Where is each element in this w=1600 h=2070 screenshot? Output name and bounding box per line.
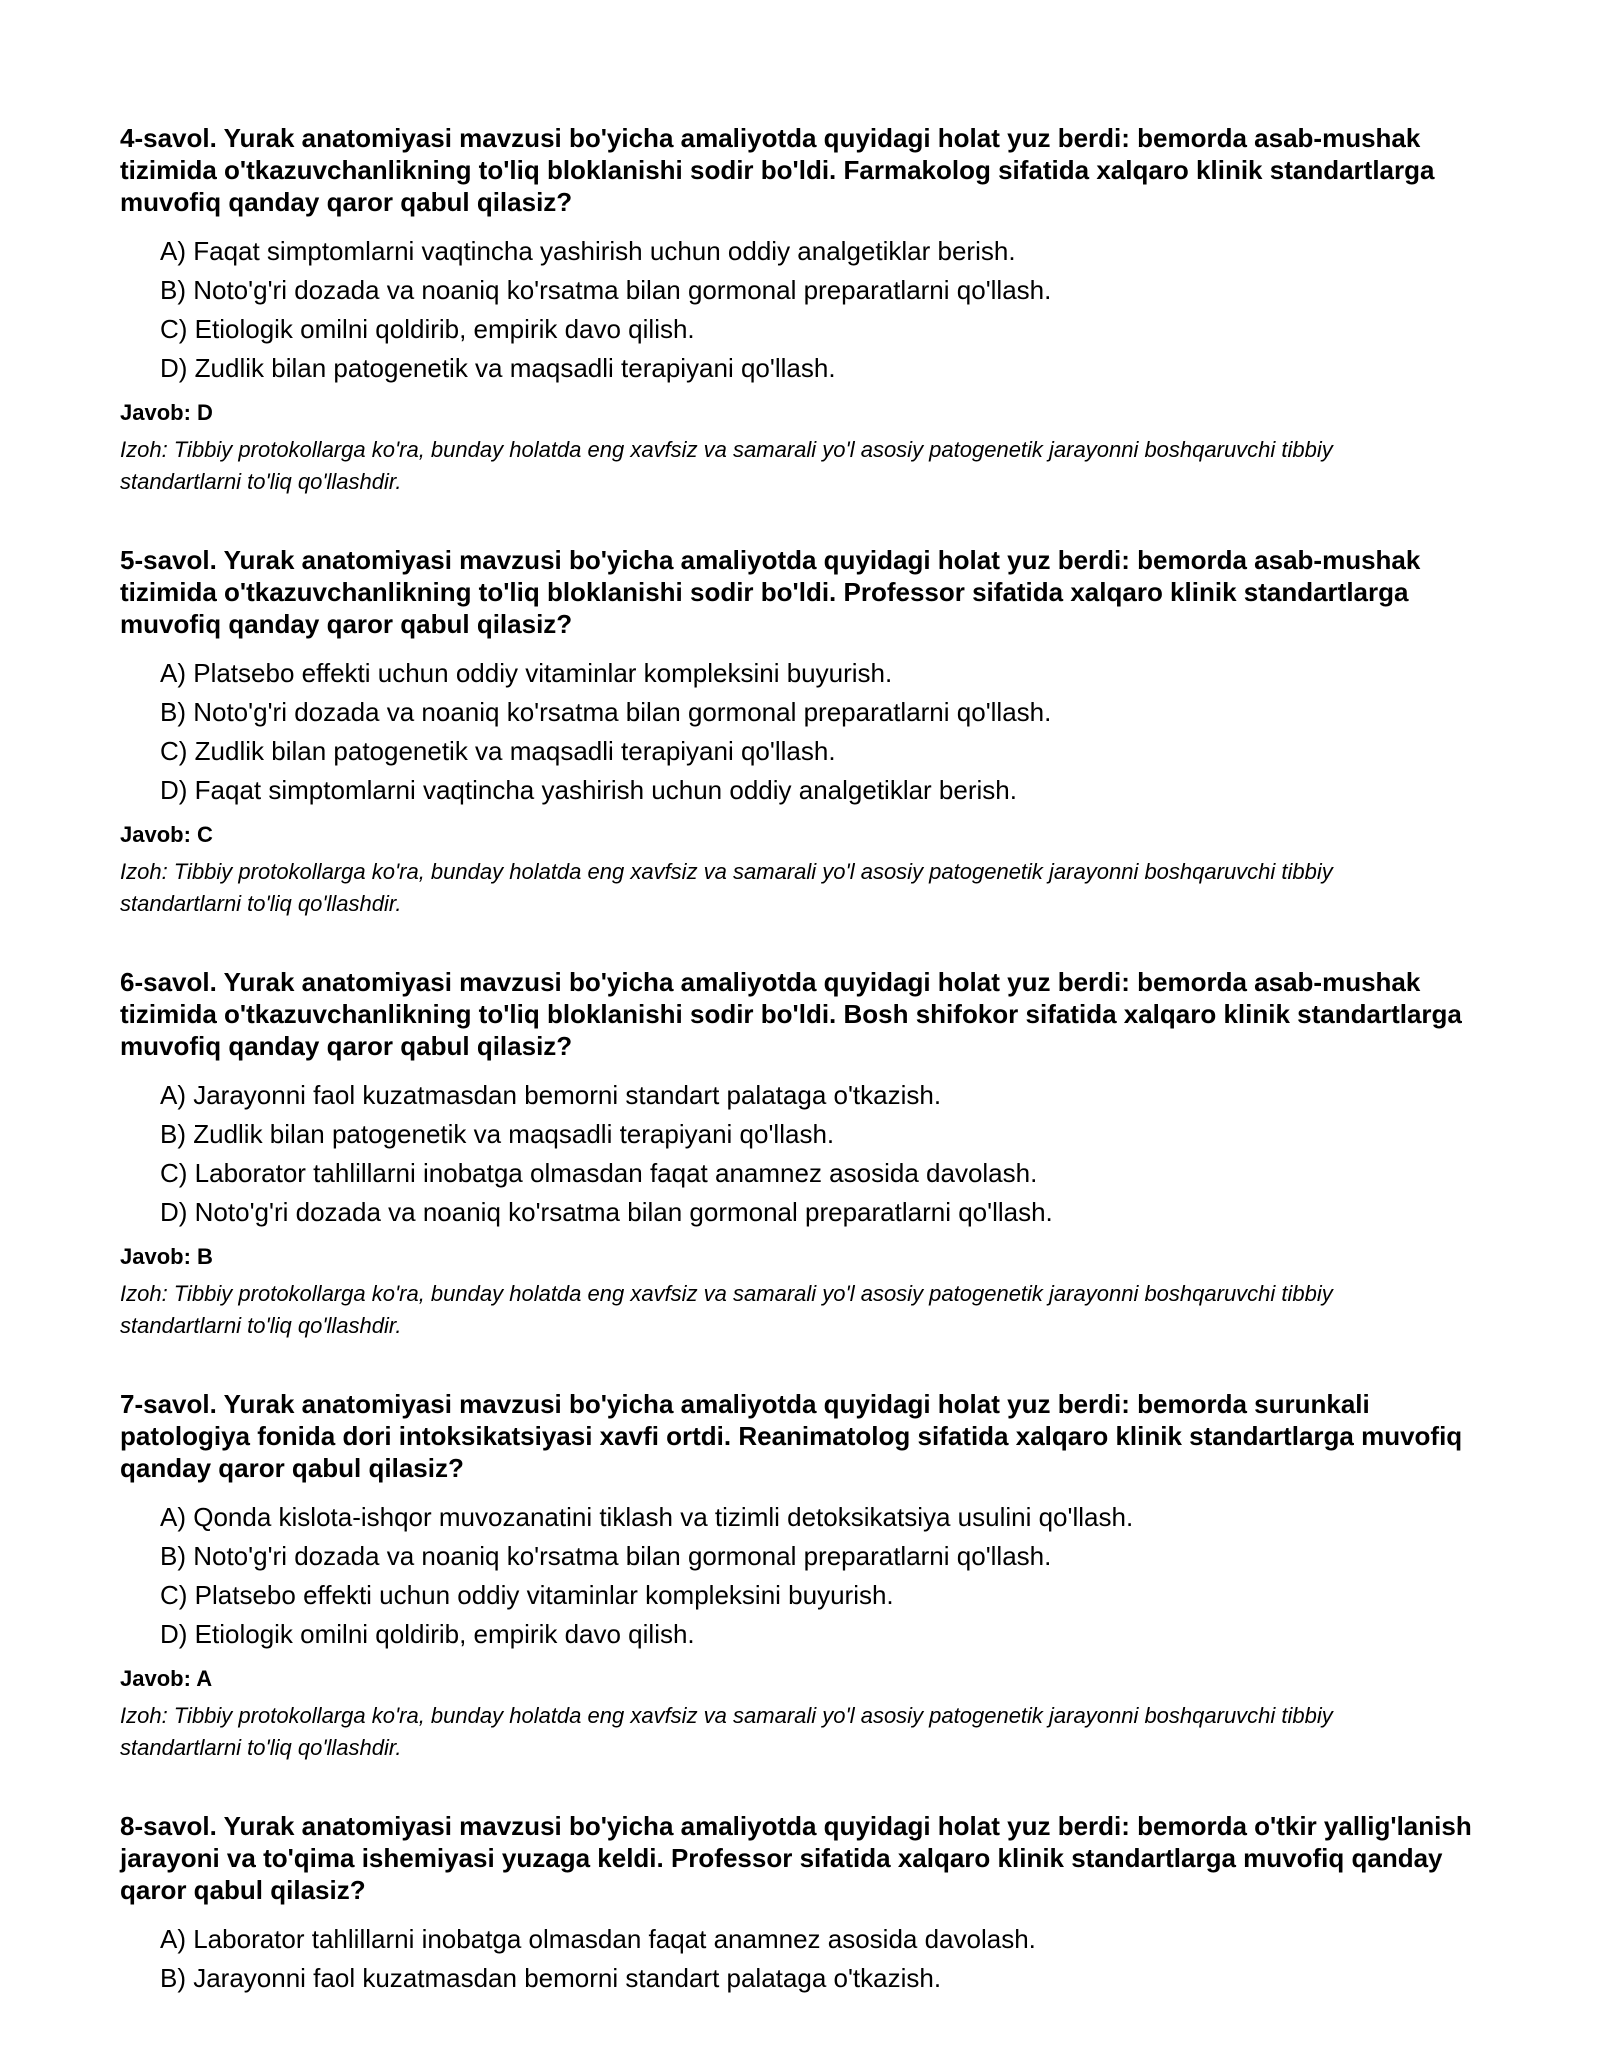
option-b: B) Noto'g'ri dozada va noaniq ko'rsatma bilan gormonal preparatlarni qo'llash.	[160, 1541, 1052, 1571]
question-text: 5-savol. Yurak anatomiyasi mavzusi bo'yicha amaliyotda quyidagi holat yuz berdi: bemorda asab-mushak tizimida o'tkazuvchanlikning to'liq bloklanishi sodir bo'ldi. Professor sifatida xalqaro klinik standartlarga muvofiq qanday qaror qabul qilasiz?	[120, 545, 1421, 639]
options-list	[120, 1498, 1480, 1654]
explanation-text: Izoh: Tibbiy protokollarga ko'ra, bunday holatda eng xavfsiz va samarali yo'l asosiy patogenetik jarayonni boshqaruvchi tibbiy standartlarni to'liq qo'llashdir.	[120, 1703, 1333, 1760]
question-text: 6-savol. Yurak anatomiyasi mavzusi bo'yicha amaliyotda quyidagi holat yuz berdi: bemorda asab-mushak tizimida o'tkazuvchanlikning to'liq bloklanishi sodir bo'ldi. Bosh shifokor sifatida xalqaro klinik standartlarga muvofiq qanday qaror qabul qilasiz?	[120, 967, 1462, 1061]
option-a: A) Faqat simptomlarni vaqtincha yashirish uchun oddiy analgetiklar berish.	[160, 236, 1016, 266]
question-text: 7-savol. Yurak anatomiyasi mavzusi bo'yicha amaliyotda quyidagi holat yuz berdi: bemorda surunkali patologiya fonida dori intoksikatsiyasi xavfi ortdi. Reanimatolog sifatida xalqaro klinik standartlarga muvofiq qanday qaror qabul qilasiz?	[120, 1389, 1463, 1483]
options-list	[120, 1920, 1480, 1998]
option-d: D) Zudlik bilan patogenetik va maqsadli terapiyani qo'llash.	[160, 353, 836, 383]
answer-line: Javob: B	[120, 1244, 213, 1269]
question-block	[120, 122, 1480, 498]
option-b: B) Zudlik bilan patogenetik va maqsadli terapiyani qo'llash.	[160, 1119, 835, 1149]
question-block	[120, 544, 1480, 920]
option-b: B) Noto'g'ri dozada va noaniq ko'rsatma bilan gormonal preparatlarni qo'llash.	[160, 697, 1052, 727]
option-d: D) Etiologik omilni qoldirib, empirik davo qilish.	[160, 1619, 695, 1649]
option-a: A) Jarayonni faol kuzatmasdan bemorni standart palataga o'tkazish.	[160, 1080, 942, 1110]
options-list	[120, 654, 1480, 810]
answer-line: Javob: D	[120, 400, 213, 425]
document-page	[120, 122, 1480, 2044]
option-d: D) Noto'g'ri dozada va noaniq ko'rsatma bilan gormonal preparatlarni qo'llash.	[160, 1197, 1053, 1227]
question-block	[120, 1388, 1480, 1764]
option-c: C) Zudlik bilan patogenetik va maqsadli terapiyani qo'llash.	[160, 736, 836, 766]
option-b: B) Jarayonni faol kuzatmasdan bemorni standart palataga o'tkazish.	[160, 1963, 942, 1993]
answer-line: Javob: C	[120, 822, 213, 847]
option-a: A) Laborator tahlillarni inobatga olmasdan faqat anamnez asosida davolash.	[160, 1924, 1036, 1954]
option-d: D) Faqat simptomlarni vaqtincha yashirish uchun oddiy analgetiklar berish.	[160, 775, 1017, 805]
question-text: 8-savol. Yurak anatomiyasi mavzusi bo'yicha amaliyotda quyidagi holat yuz berdi: bemorda o'tkir yallig'lanish jarayoni va to'qima ishemiyasi yuzaga keldi. Professor sifatida xalqaro klinik standartlarga muvofiq qanday qaror qabul qilasiz?	[120, 1811, 1472, 1905]
options-list	[120, 1076, 1480, 1232]
option-a: A) Platsebo effekti uchun oddiy vitaminlar kompleksini buyurish.	[160, 658, 893, 688]
question-block	[120, 966, 1480, 1342]
explanation-text: Izoh: Tibbiy protokollarga ko'ra, bunday holatda eng xavfsiz va samarali yo'l asosiy patogenetik jarayonni boshqaruvchi tibbiy standartlarni to'liq qo'llashdir.	[120, 437, 1333, 494]
question-block	[120, 1810, 1480, 1998]
option-c: C) Platsebo effekti uchun oddiy vitaminlar kompleksini buyurish.	[160, 1580, 894, 1610]
option-b: B) Noto'g'ri dozada va noaniq ko'rsatma bilan gormonal preparatlarni qo'llash.	[160, 275, 1052, 305]
answer-line: Javob: A	[120, 1666, 213, 1691]
options-list	[120, 232, 1480, 388]
question-text: 4-savol. Yurak anatomiyasi mavzusi bo'yicha amaliyotda quyidagi holat yuz berdi: bemorda asab-mushak tizimida o'tkazuvchanlikning to'liq bloklanishi sodir bo'ldi. Farmakolog sifatida xalqaro klinik standartlarga muvofiq qanday qaror qabul qilasiz?	[120, 123, 1435, 217]
option-a: A) Qonda kislota-ishqor muvozanatini tiklash va tizimli detoksikatsiya usulini qo'llash.	[160, 1502, 1134, 1532]
explanation-text: Izoh: Tibbiy protokollarga ko'ra, bunday holatda eng xavfsiz va samarali yo'l asosiy patogenetik jarayonni boshqaruvchi tibbiy standartlarni to'liq qo'llashdir.	[120, 1281, 1333, 1338]
option-c: C) Etiologik omilni qoldirib, empirik davo qilish.	[160, 314, 695, 344]
explanation-text: Izoh: Tibbiy protokollarga ko'ra, bunday holatda eng xavfsiz va samarali yo'l asosiy patogenetik jarayonni boshqaruvchi tibbiy standartlarni to'liq qo'llashdir.	[120, 859, 1333, 916]
option-c: C) Laborator tahlillarni inobatga olmasdan faqat anamnez asosida davolash.	[160, 1158, 1038, 1188]
